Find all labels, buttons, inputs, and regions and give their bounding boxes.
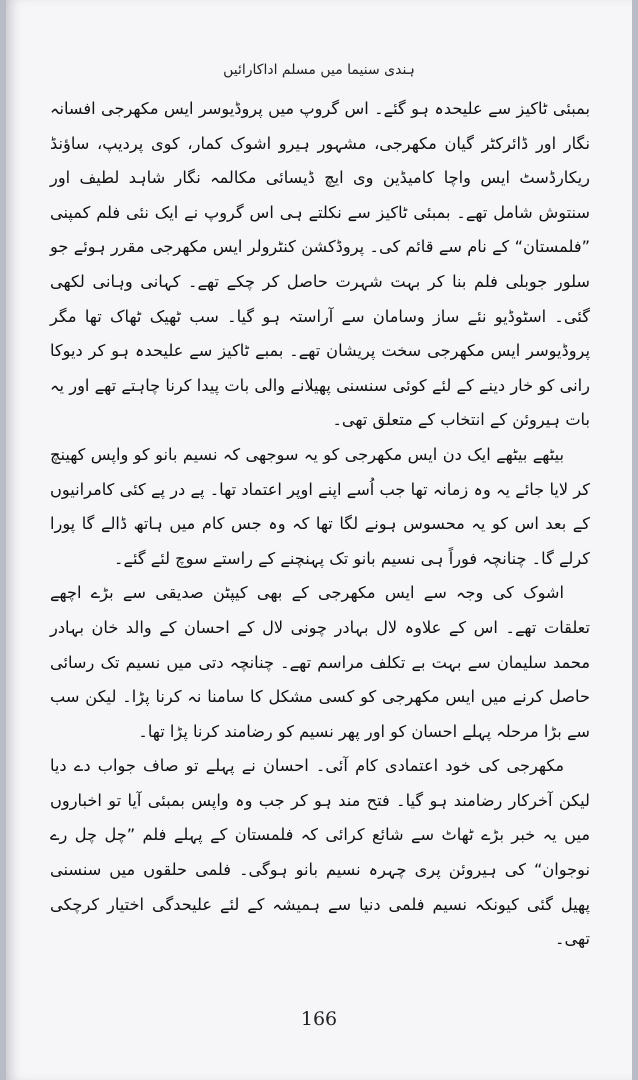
paragraph: بمبئی ٹاکیز سے علیحدہ ہو گئے۔ اس گروپ میں پروڈیوسر ایس مکھرجی افسانہ نگار اور ڈائرکٹر گیان مکھرجی، مشہور ہیرو اشوک کمار، کوی پردیپ، ساؤنڈ ریکارڈسٹ ایس واچا کامیڈین وی ایچ ڈیسائی مکالمہ نگار شاہد لطیف اور سنتوش شامل تھے۔ بمبئی ٹاکیز سے نکلتے ہی اس گروپ نے ایک نئی فلم کمپنی ”فلمستان“ کے نام سے قائم کی۔ پروڈکشن کنٹرولر ایس مکھرجی مقرر ہوئے جو سلور جوبلی فلم بنا کر بہت شہرت حاصل کر چکے تھے۔ کہانی وہانی لکھی گئی۔ اسٹوڈیو نئے ساز وسامان سے آراستہ ہو گیا۔ سب ٹھیک ٹھاک تھا مگر پروڈیوسر ایس مکھرجی سخت پریشان تھے۔ بمبے ٹاکیز سے علیحدہ ہو کر دیوکا رانی کو خار دینے کے لئے کوئی سنسنی پھیلانے والی بات پیدا کرنا چاہتے تھے اور یہ بات ہیروئن کے انتخاب کے متعلق تھی۔ — [50, 99, 590, 430]
book-page — [6, 0, 632, 1080]
paragraph: اشوک کی وجہ سے ایس مکھرجی کے بھی کیپٹن صدیقی سے بڑے اچھے تعلقات تھے۔ اس کے علاوہ لال بہادر چونی لال کے احسان کے والد خان بہادر محمد سلیمان سے بہت بے تکلف مراسم تھے۔ چنانچہ دتی میں نسیم تک رسائی حاصل کرنے میں ایس مکھرجی کو کسی مشکل کا سامنا نہ کرنا پڑا۔ لیکن سب سے بڑا مرحلہ پہلے احسان کو اور پھر نسیم کو رضامند کرنا پڑا تھا۔ — [50, 583, 590, 741]
paragraph: بیٹھے بیٹھے ایک دن ایس مکھرجی کو یہ سوجھی کہ نسیم بانو کو واپس کھینچ کر لایا جائے یہ وہ زمانہ تھا جب اُسے اپنے اوپر اعتماد تھا۔ پے در پے کئی کامرانیوں کے بعد اس کو یہ محسوس ہونے لگا تھا کہ وہ جس کام میں ہاتھ ڈالے گا پورا کرلے گا۔ چنانچہ فوراً ہی نسیم بانو تک پہنچنے کے راستے سوچ لئے گئے۔ — [50, 444, 590, 568]
running-head: ہندی سنیما میں مسلم اداکارائیں — [223, 62, 415, 78]
page-number: 166 — [300, 1008, 338, 1030]
body-text — [50, 92, 590, 957]
paragraph: مکھرجی کی خود اعتمادی کام آئی۔ احسان نے پہلے تو صاف جواب دے دیا لیکن آخرکار رضامند ہو گیا۔ فتح مند ہو کر جب وہ واپس بمبئی آیا تو اخباروں میں یہ خبر بڑے ٹھاٹ سے شائع کرائی کہ فلمستان کے پہلے فلم ”چل چل رے نوجوان“ کی ہیروئن پری چہرہ نسیم بانو ہوگی۔ فلمی حلقوں میں سنسنی پھیل گئی کیونکہ نسیم فلمی دنیا سے ہمیشہ کے لئے علیحدگی اختیار کرچکی تھی۔ — [50, 756, 590, 949]
